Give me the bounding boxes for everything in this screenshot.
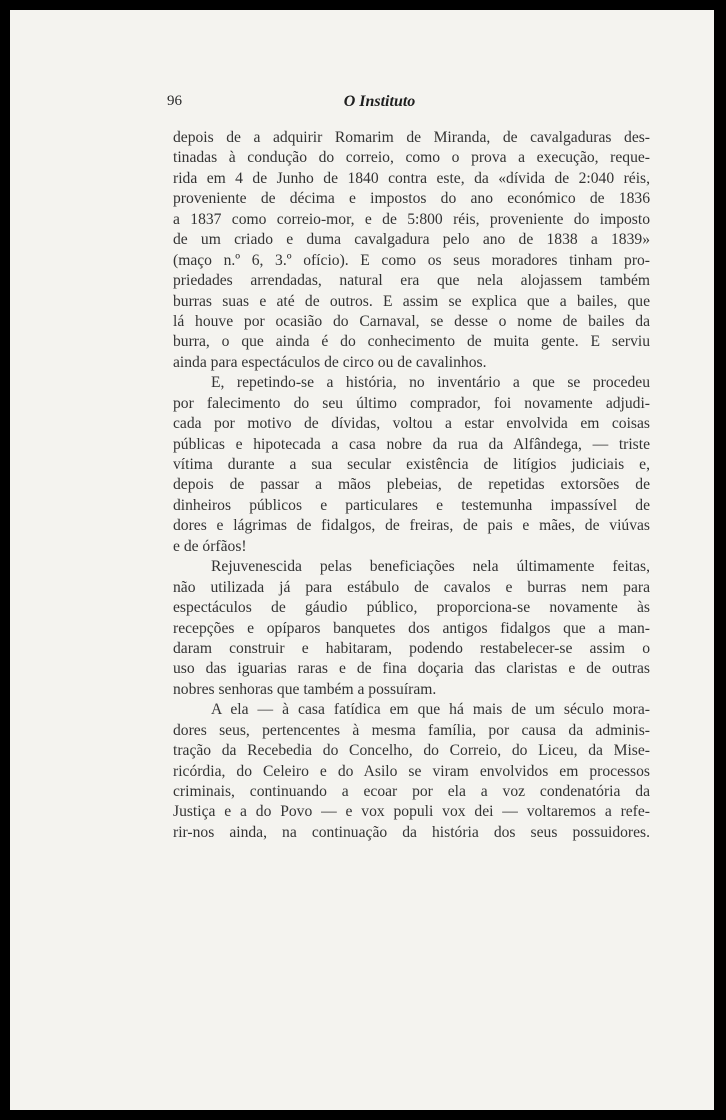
text-line: ricórdia, do Celeiro e do Asilo se viram envolvidos em processos bbox=[173, 762, 650, 780]
text-line: cada por motivo de dívidas, voltou a estar envolvida em coisas bbox=[173, 415, 650, 433]
paragraph-1 bbox=[173, 128, 650, 373]
text-line: tinadas à condução do correio, como o prova a execução, reque- bbox=[173, 149, 650, 167]
text-line: e de órfãos! bbox=[173, 537, 247, 555]
text-line: vítima durante a sua secular existência de litígios judiciais e, bbox=[173, 456, 650, 473]
paragraph-2 bbox=[173, 373, 650, 557]
text-line: de um criado e duma cavalgadura pelo ano de 1838 a 1839» bbox=[173, 231, 650, 249]
paragraph-3 bbox=[173, 557, 650, 700]
text-line: depois de passar a mãos plebeias, de repetidas extorsões de bbox=[173, 476, 650, 494]
text-line: lá houve por ocasião do Carnaval, se desse o nome de bailes da bbox=[173, 312, 650, 330]
text-line: espectáculos de gáudio público, proporciona-se novamente às bbox=[173, 599, 650, 617]
text-line: recepções e opíparos banquetes dos antigos fidalgos que a man- bbox=[173, 619, 650, 637]
text-line: não utilizada já para estábulo de cavalos e burras nem para bbox=[173, 578, 650, 596]
text-line: dinheiros públicos e particulares e testemunha impassível de bbox=[173, 496, 650, 514]
text-line: priedades arrendadas, natural era que nela alojassem também bbox=[173, 272, 650, 290]
body-text bbox=[173, 128, 650, 843]
paragraph-4 bbox=[173, 700, 650, 843]
text-line: depois de a adquirir Romarim de Miranda, de cavalgaduras des- bbox=[173, 129, 650, 146]
text-line: ainda para espectáculos de circo ou de cavalinhos. bbox=[173, 353, 487, 371]
text-line: a 1837 como correio-mor, e de 5:800 réis, proveniente do imposto bbox=[173, 210, 650, 228]
text-line: tração da Recebedia do Concelho, do Correio, do Liceu, da Mise- bbox=[173, 742, 650, 760]
text-line: Justiça e a do Povo — e vox populi vox dei — voltaremos a refe- bbox=[173, 803, 650, 821]
book-page bbox=[10, 10, 714, 1110]
text-line: por falecimento do seu último comprador, foi novamente adjudi- bbox=[173, 394, 650, 412]
text-line: dores e lágrimas de fidalgos, de freiras, de pais e mães, de viúvas bbox=[173, 517, 650, 535]
page-header bbox=[10, 93, 714, 115]
text-line: daram construir e habitaram, podendo restabelecer-se assim o bbox=[173, 639, 650, 657]
text-line: nobres senhoras que também a possuíram. bbox=[173, 680, 437, 698]
text-line: E, repetindo-se a história, no inventário a que se procedeu bbox=[211, 374, 650, 392]
text-line: uso das iguarias raras e de fina doçaria das claristas e de outras bbox=[173, 660, 650, 678]
text-line: A ela — à casa fatídica em que há mais de um século mora- bbox=[211, 701, 650, 719]
text-line: burra, o que ainda é do conhecimento de muita gente. E serviu bbox=[173, 333, 650, 351]
text-line: burras suas e até de outros. E assim se explica que a bailes, que bbox=[173, 292, 650, 310]
text-line: públicas e hipotecada a casa nobre da rua da Alfândega, — triste bbox=[173, 435, 650, 453]
text-line: dores seus, pertencentes à mesma família, por causa da adminis- bbox=[173, 721, 650, 739]
page-number: 96 bbox=[167, 93, 182, 109]
text-line: proveniente de décima e impostos do ano económico de 1836 bbox=[173, 190, 650, 208]
text-line: criminais, continuando a ecoar por ela a voz condenatória da bbox=[173, 783, 650, 800]
text-line: rir-nos ainda, na continuação da história dos seus possuidores. bbox=[173, 823, 650, 841]
text-line: (maço n.º 6, 3.º ofício). E como os seus moradores tinham pro- bbox=[173, 251, 650, 269]
text-line: Rejuvenescida pelas beneficiações nela últimamente feitas, bbox=[211, 558, 650, 576]
text-line: rida em 4 de Junho de 1840 contra este, da «dívida de 2:040 réis, bbox=[173, 169, 650, 187]
running-title: O Instituto bbox=[343, 93, 416, 110]
